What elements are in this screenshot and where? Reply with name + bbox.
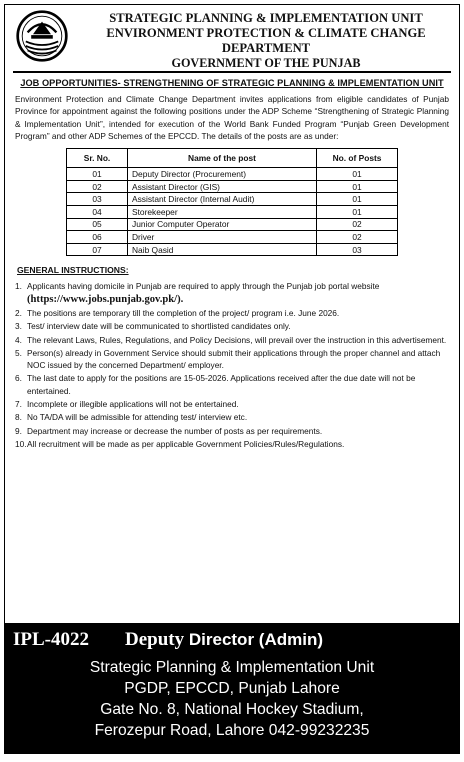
cell-no-of-posts: 01 bbox=[317, 193, 398, 206]
list-item bbox=[15, 307, 449, 319]
list-item bbox=[15, 320, 449, 332]
item-text: No TA/DA will be admissible for attending test/ interview etc. bbox=[27, 412, 248, 423]
address-line: Gate No. 8, National Hockey Stadium, bbox=[100, 701, 364, 718]
cell-sr-no: 01 bbox=[67, 168, 128, 181]
item-number: 3. bbox=[15, 321, 22, 332]
cell-post-name: Storekeeper bbox=[128, 205, 317, 218]
job-portal-link[interactable]: (https://www.jobs.punjab.gov.pk/). bbox=[27, 293, 184, 305]
table-row bbox=[67, 180, 398, 193]
list-item bbox=[15, 425, 449, 437]
cell-sr-no: 05 bbox=[67, 218, 128, 231]
cell-post-name: Deputy Director (Procurement) bbox=[128, 168, 317, 181]
posts-table bbox=[66, 148, 398, 256]
list-item bbox=[15, 280, 449, 306]
list-item bbox=[15, 347, 449, 372]
item-text: Person(s) already in Government Service should submit their applications through the proper channel and attach NOC issued by the concerned Department/ employer. bbox=[27, 347, 441, 371]
item-number: 2. bbox=[15, 307, 22, 318]
advertisement bbox=[4, 4, 460, 754]
item-text: The last date to apply for the positions are 15-05-2026. Applications received after the due date will not be entertained. bbox=[27, 373, 416, 396]
address-line: Strategic Planning & Implementation Unit bbox=[89, 659, 375, 676]
header-unit-title: STRATEGIC PLANNING & IMPLEMENTATION UNIT bbox=[109, 11, 423, 25]
contact-address bbox=[5, 657, 459, 741]
item-text: Test/ interview date will be communicated to shortlisted candidates only. bbox=[27, 321, 291, 332]
table-row bbox=[67, 231, 398, 244]
item-text: Applicants having domicile in Punjab are required to apply through the Punjab job portal website bbox=[27, 281, 380, 292]
cell-no-of-posts: 02 bbox=[317, 218, 398, 231]
column-header-post-name: Name of the post bbox=[128, 149, 317, 168]
cell-sr-no: 02 bbox=[67, 180, 128, 193]
general-instructions-title: GENERAL INSTRUCTIONS: bbox=[17, 265, 129, 276]
table-row bbox=[67, 168, 398, 181]
cell-post-name: Assistant Director (GIS) bbox=[128, 180, 317, 193]
government-of-punjab-emblem-icon bbox=[15, 9, 69, 63]
cell-no-of-posts: 01 bbox=[317, 180, 398, 193]
item-text: Department may increase or decrease the number of posts as per requirements. bbox=[27, 425, 323, 436]
header-divider bbox=[13, 71, 451, 73]
item-number: 1. bbox=[15, 281, 22, 292]
list-item bbox=[15, 372, 449, 397]
column-header-sr-no: Sr. No. bbox=[67, 149, 128, 168]
cell-no-of-posts: 01 bbox=[317, 205, 398, 218]
table-row bbox=[67, 243, 398, 256]
cell-sr-no: 06 bbox=[67, 231, 128, 244]
job-opportunities-title: JOB OPPORTUNITIES- STRENGTHENING OF STRATEGIC PLANNING & IMPLEMENTATION UNIT bbox=[20, 78, 444, 88]
cell-no-of-posts: 02 bbox=[317, 231, 398, 244]
address-line: PGDP, EPCCD, Punjab Lahore bbox=[124, 680, 340, 697]
signatory-title-part2: Director (Admin) bbox=[188, 630, 323, 649]
list-item bbox=[15, 398, 449, 410]
table-row bbox=[67, 193, 398, 206]
item-number: 4. bbox=[15, 334, 22, 345]
address-line: Ferozepur Road, Lahore 042-99232235 bbox=[94, 722, 370, 739]
item-number: 8. bbox=[15, 412, 22, 423]
column-header-no-of-posts: No. of Posts bbox=[317, 149, 398, 168]
cell-sr-no: 03 bbox=[67, 193, 128, 206]
cell-post-name: Junior Computer Operator bbox=[128, 218, 317, 231]
item-text: The positions are temporary till the completion of the project/ program i.e. June 2026. bbox=[27, 307, 340, 318]
list-item bbox=[15, 334, 449, 346]
list-item bbox=[15, 438, 449, 450]
general-instructions-list bbox=[15, 280, 449, 450]
item-number: 7. bbox=[15, 399, 22, 410]
cell-post-name: Driver bbox=[128, 231, 317, 244]
cell-sr-no: 07 bbox=[67, 243, 128, 256]
table-row bbox=[67, 218, 398, 231]
header bbox=[5, 5, 459, 70]
list-item bbox=[15, 411, 449, 423]
item-text: The relevant Laws, Rules, Regulations, and Policy Decisions, will prevail over the instruction in this advertisement. bbox=[27, 334, 447, 345]
cell-no-of-posts: 01 bbox=[317, 168, 398, 181]
header-department-title: ENVIRONMENT PROTECTION & CLIMATE CHANGE DEPARTMENT bbox=[106, 26, 426, 55]
signatory-title bbox=[125, 629, 323, 651]
item-number: 10. bbox=[15, 438, 27, 449]
item-text: All recruitment will be made as per applicable Government Policies/Rules/Regulations. bbox=[27, 438, 345, 449]
ipl-reference-number: IPL-4022 bbox=[13, 629, 89, 650]
cell-sr-no: 04 bbox=[67, 205, 128, 218]
table-header-row bbox=[67, 149, 398, 168]
table-row bbox=[67, 205, 398, 218]
footer-contact-block bbox=[5, 623, 459, 753]
intro-paragraph: Environment Protection and Climate Change Department invites applications from eligible candidates of Punjab Province for appointment against the following positions under the ADP Scheme “Strengthening of Strategic Planning & Implementation Unit”, intended for execution of the World Bank Funded Program “Punjab Green Development Program” and other ADP Schemes of the EPCCD. The details of the posts are as under: bbox=[15, 94, 449, 141]
item-text: Incomplete or illegible applications will not be entertained. bbox=[27, 399, 239, 410]
cell-no-of-posts: 03 bbox=[317, 243, 398, 256]
item-number: 5. bbox=[15, 347, 22, 358]
cell-post-name: Naib Qasid bbox=[128, 243, 317, 256]
header-government-title: GOVERNMENT OF THE PUNJAB bbox=[171, 56, 361, 70]
signatory-title-part1: Deputy bbox=[125, 629, 185, 650]
item-number: 6. bbox=[15, 373, 22, 384]
item-number: 9. bbox=[15, 425, 22, 436]
cell-post-name: Assistant Director (Internal Audit) bbox=[128, 193, 317, 206]
